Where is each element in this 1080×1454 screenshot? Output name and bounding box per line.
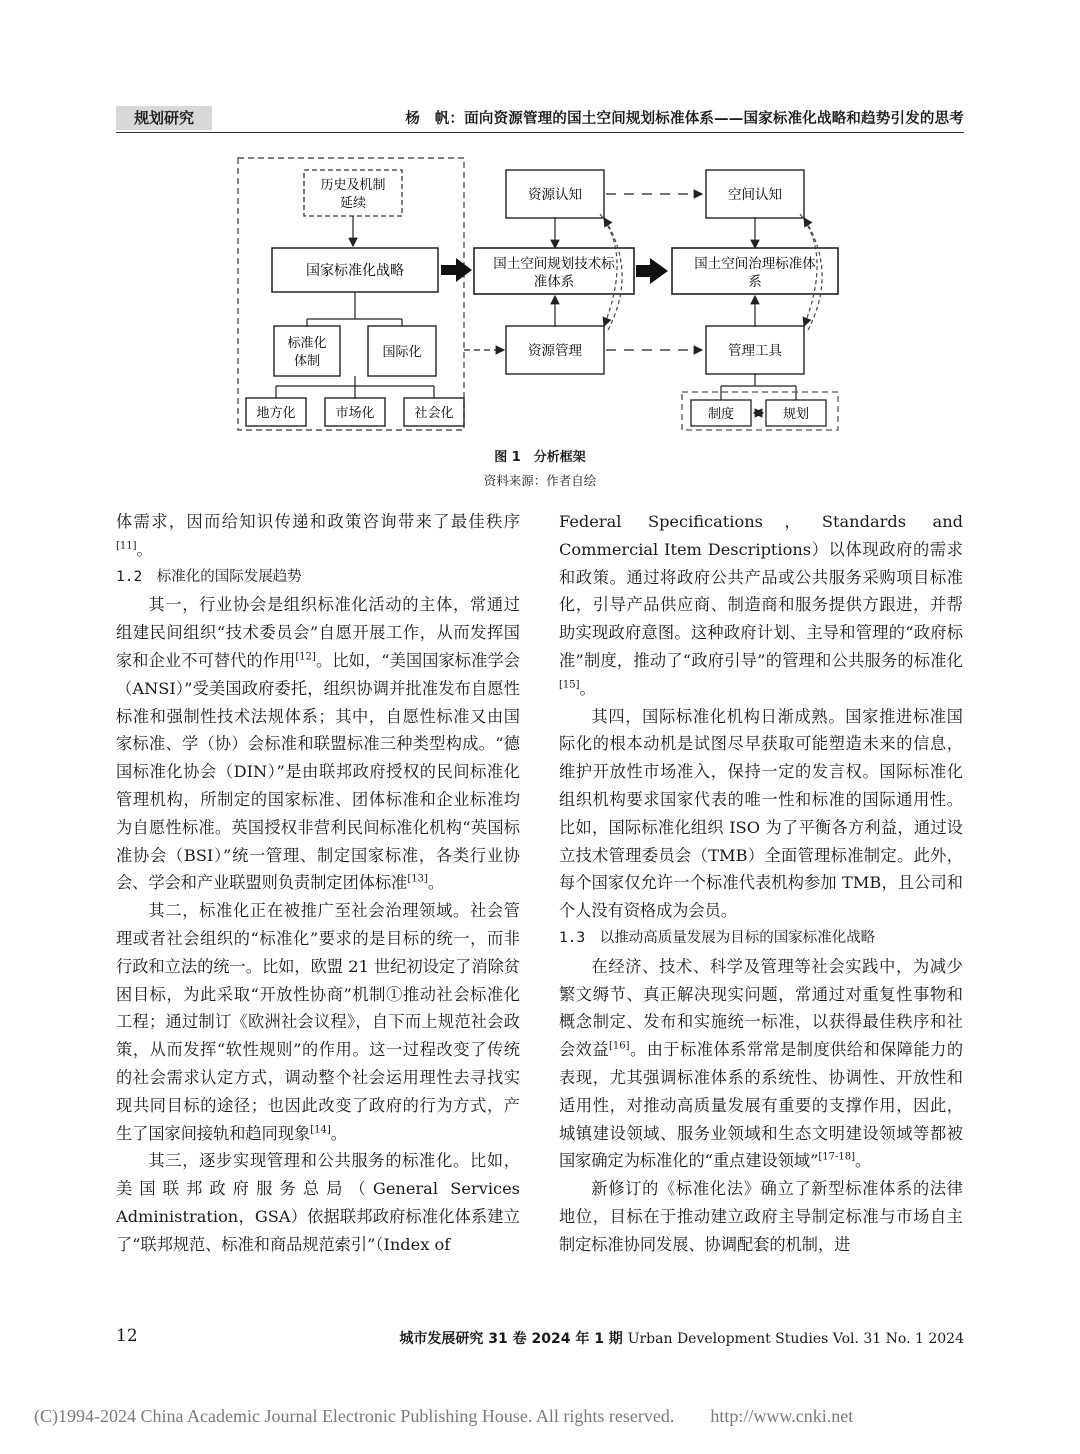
- market-label: 市场化: [335, 406, 375, 421]
- running-title: 杨 帆：面向资源管理的国土空间规划标准体系——国家标准化战略和趋势引发的思考: [405, 111, 964, 127]
- figure-source: 资料来源：作者自绘: [483, 473, 597, 488]
- paragraph: 新修订的《标准化法》确立了新型标准体系的法律地位，目标在于推动建立政府主导制定标准与市场自主制定标准协同发展、协调配套的机制，进: [559, 1179, 963, 1254]
- history-label-1: 历史及机制: [320, 178, 386, 193]
- tech-standard-label-1: 国土空间规划技术标: [493, 256, 615, 272]
- strategy-label: 国家标准化战略: [306, 263, 404, 279]
- right-column: [559, 508, 963, 1259]
- section-tag: 规划研究: [116, 106, 212, 130]
- governance-standard-label-1: 国土空间治理标准体: [694, 256, 816, 272]
- paragraph: Federal Specifications，Standards and Commercial Item Descriptions）以体现政府的需求和政策。通过将政府公共产品或公共服务采购项目标准化，引导产品供应商、制造商和服务提供方跟进，并帮助实现政府意图。这种政府计划、主导和管理的“政府标准”制度，推动了“政府引导”的管理和公共服务的标准化[15]。: [559, 512, 963, 698]
- paragraph: 其三，逐步实现管理和公共服务的标准化。比如，美国联邦政府服务总局（General Services Administration，GSA）依据联邦政府标准化体系建立了“联邦规范、标准和商品规范索引”（Index of: [116, 1151, 520, 1254]
- figure-caption: 图 1 分析框架: [494, 450, 586, 465]
- social-label: 社会化: [414, 406, 454, 421]
- history-label-2: 延续: [339, 196, 367, 211]
- journal-info: 城市发展研究 31 卷 2024 年 1 期 Urban Development Studies Vol. 31 No. 1 2024: [399, 1331, 964, 1347]
- standard-system-label-1: 标准化: [287, 336, 327, 351]
- paragraph: 其一，行业协会是组织标准化活动的主体，常通过组建民间组织“技术委员会”自愿开展工作，从而发挥国家和企业不可替代的作用[12]。比如，“美国国家标准学会（ANSI）”受美国政府委托，组织协调并批准发布自愿性标准和强制性技术法规体系；其中，自愿性标准又由国家标准、学（协）会标准和联盟标准三种类型构成。“德国标准化协会（DIN）”是由联邦政府授权的民间标准化管理机构，所制定的国家标准、团体标准和企业标准均为自愿性标准。英国授权非营利民间标准化机构“英国标准协会（BSI）”统一管理、制定国家标准，各类行业协会、学会和产业联盟则负责制定团体标准[13]。: [116, 595, 521, 893]
- resource-management-label: 资源管理: [528, 343, 582, 359]
- left-column: [116, 508, 520, 1259]
- thick-arrow-2: [636, 258, 668, 284]
- paragraph: 在经济、技术、科学及管理等社会实践中，为减少繁文缛节、真正解决现实问题，常通过对重复性事物和概念制定、发布和实施统一标准，以获得最佳秩序和社会效益[16]。由于标准体系常常是制度供给和保障能力的表现，尤其强调标准体系的系统性、协调性、开放性和适用性，对推动高质量发展有重要的支撑作用，因此，城镇建设领域、服务业领域和生态文明建设领域等都被国家确定为标准化的“重点建设领域”[17-18]。: [559, 956, 964, 1171]
- management-tools-label: 管理工具: [728, 343, 782, 359]
- paragraph: 其四，国际标准化机构日渐成熟。国家推进标准国际化的根本动机是试图尽早获取可能塑造未来的信息，维护开放性市场准入，保持一定的发言权。国际标准化组织机构要求国家代表的唯一性和标准的国际通用性。比如，国际标准化组织 ISO 为了平衡各方利益，通过设立技术管理委员会（TMB）全面管理标准制定。此外，每个国家仅允许一个标准代表机构参加 TMB，且公司和个人没有资格成为会员。: [559, 706, 963, 921]
- copyright-notice: (C)1994-2024 China Academic Journal Electronic Publishing House. All rights reserved. http://www.cnki.net: [34, 1406, 854, 1426]
- space-cognition-label: 空间认知: [728, 187, 782, 203]
- page-number: 12: [116, 1326, 138, 1346]
- thick-arrow-1: [441, 258, 472, 282]
- standard-system-label-2: 体制: [293, 354, 321, 369]
- analysis-framework-diagram: [236, 154, 846, 434]
- local-label: 地方化: [256, 406, 296, 421]
- section-heading-1-2: 1.2 标准化的国际发展趋势: [116, 568, 302, 585]
- internationalization-label: 国际化: [382, 345, 422, 360]
- paragraph: 其二，标准化正在被推广至社会治理领域。社会管理或者社会组织的“标准化”要求的是目标的统一，而非行政和立法的统一。比如，欧盟 21 世纪初设定了消除贫困目标，为此采取“开放性协商”机制①推动社会标准化工程；通过制订《欧洲社会议程》，自下而上规范社会政策，从而发挥“软性规则”的作用。这一过程改变了传统的社会需求认定方式，调动整个社会运用理性去寻找实现共同目标的途径；也因此改变了政府的行为方式，产生了国家间接轨和趋同现象[14]。: [116, 901, 520, 1143]
- governance-standard-label-2: 系: [748, 274, 762, 290]
- paragraph: 体需求，因而给知识传递和政策咨询带来了最佳秩序[11]。: [116, 512, 520, 559]
- tools-dashed-frame: [682, 392, 838, 430]
- header-rule: [116, 132, 964, 133]
- planning-label: 规划: [782, 407, 810, 422]
- resource-cognition-label: 资源认知: [528, 187, 582, 203]
- institution-label: 制度: [707, 407, 735, 422]
- tech-standard-label-2: 准体系: [533, 274, 575, 290]
- section-heading-1-3: 1.3 以推动高质量发展为目标的国家标准化战略: [559, 929, 876, 946]
